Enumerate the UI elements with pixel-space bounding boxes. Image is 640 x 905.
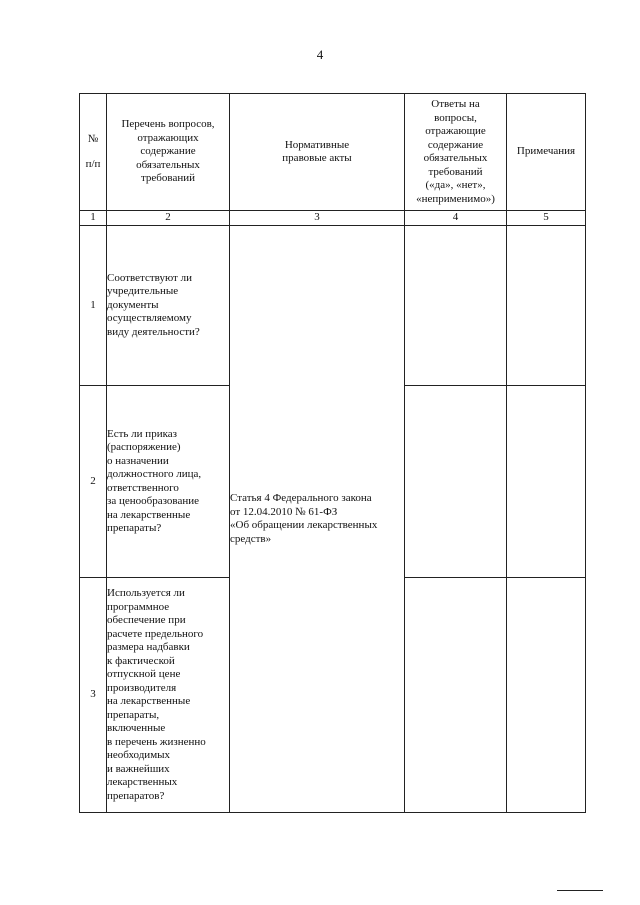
question-line: к фактической <box>107 654 175 667</box>
question-line: Соответствуют ли <box>107 271 192 284</box>
header-text: вопросы, <box>434 111 477 124</box>
table-row <box>80 226 586 386</box>
question-line: в перечень жизненно <box>107 735 206 748</box>
column-number-row <box>80 211 586 226</box>
header-text: правовые акты <box>282 152 352 164</box>
header-col-legal-acts <box>230 94 405 211</box>
header-text: содержание <box>140 145 196 158</box>
column-number: 2 <box>107 211 230 226</box>
header-text: отражающие <box>425 125 486 137</box>
row-number: 1 <box>80 226 107 386</box>
header-text: Примечания <box>516 145 576 158</box>
row-number: 3 <box>80 578 107 813</box>
question-line: отпускной цене <box>107 668 181 680</box>
column-number: 3 <box>230 211 405 226</box>
question-line: документы <box>107 298 159 311</box>
legal-act-cell <box>230 226 405 813</box>
header-text: № <box>87 132 99 145</box>
legal-act-line: Статья 4 Федерального закона <box>230 492 372 504</box>
question-cell <box>107 226 230 386</box>
header-text: («да», «нет», <box>425 179 486 191</box>
answer-cell <box>405 226 507 386</box>
question-line: осуществляемому <box>107 312 192 325</box>
question-cell <box>107 578 230 813</box>
signature-line <box>557 890 603 891</box>
notes-cell <box>507 578 586 813</box>
question-line: лекарственных <box>107 776 178 788</box>
checklist-table <box>79 93 586 813</box>
question-line: и важнейших <box>107 762 170 775</box>
question-line: на лекарственные <box>107 695 191 707</box>
question-line: программное <box>107 600 170 613</box>
question-line: должностного лица, <box>107 468 202 480</box>
row-number: 2 <box>80 386 107 578</box>
legal-act-line: «Об обращении лекарственных <box>230 519 378 531</box>
question-line: о назначении <box>107 454 169 467</box>
question-line: препаратов? <box>107 789 165 802</box>
question-line: препараты? <box>107 522 162 534</box>
header-text: Ответы на <box>431 98 480 110</box>
column-number: 1 <box>80 211 107 226</box>
legal-act-line: средств» <box>230 532 272 545</box>
question-line: на лекарственные <box>107 508 191 521</box>
notes-cell <box>507 226 586 386</box>
answer-cell <box>405 578 507 813</box>
question-line: (распоряжение) <box>107 441 181 453</box>
header-col-questions <box>107 94 230 211</box>
header-col-number <box>80 94 107 211</box>
legal-act-line: от 12.04.2010 № 61-ФЗ <box>230 505 338 518</box>
notes-cell <box>507 386 586 578</box>
question-line: ответственного <box>107 481 179 494</box>
question-line: учредительные <box>107 285 179 298</box>
answer-cell <box>405 386 507 578</box>
header-text: отражающих <box>137 131 199 144</box>
question-line: размера надбавки <box>107 641 190 653</box>
header-text: обязательных <box>423 152 488 164</box>
column-number: 5 <box>507 211 586 226</box>
question-line: включенные <box>107 722 166 734</box>
question-line: обеспечение при <box>107 614 186 626</box>
header-col-notes <box>507 94 586 211</box>
question-line: производителя <box>107 681 177 694</box>
header-text: требований <box>140 172 195 185</box>
question-line: виду деятельности? <box>107 325 200 338</box>
header-text: Нормативные <box>284 138 350 151</box>
header-text: содержание <box>427 138 484 151</box>
question-line: Используется ли <box>107 587 185 599</box>
question-line: Есть ли приказ <box>107 427 177 440</box>
header-col-answers <box>405 94 507 211</box>
page-number: 4 <box>316 47 324 62</box>
header-text: требований <box>428 165 483 178</box>
column-number: 4 <box>405 211 507 226</box>
question-line: расчете предельного <box>107 627 204 640</box>
question-line: за ценообразование <box>107 495 199 507</box>
header-row <box>80 94 586 211</box>
header-text: п/п <box>85 158 101 170</box>
question-cell <box>107 386 230 578</box>
question-line: необходимых <box>107 749 171 761</box>
question-line: препараты, <box>107 708 160 721</box>
header-text: Перечень вопросов, <box>121 118 215 131</box>
header-text: «неприменимо») <box>416 192 495 205</box>
header-text: обязательных <box>136 158 200 171</box>
